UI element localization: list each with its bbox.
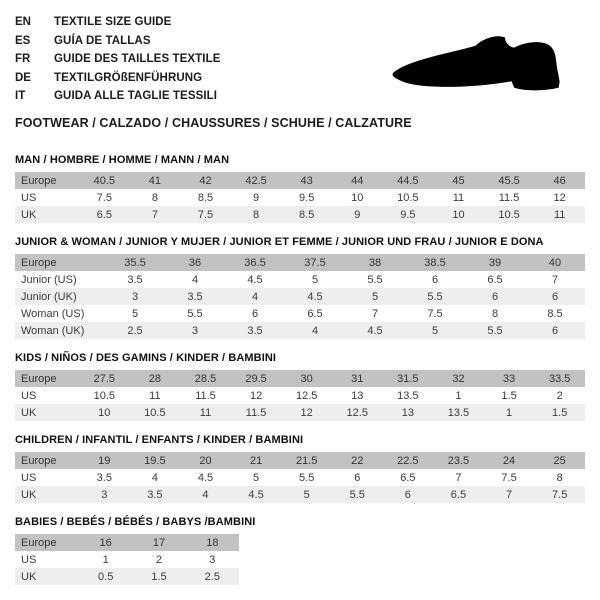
size-value: 5 [303, 488, 310, 501]
size-value: 1.5 [552, 406, 568, 419]
table-row [15, 404, 585, 421]
table-row [15, 271, 585, 288]
size-value: 21.5 [295, 454, 318, 467]
size-value: 7 [151, 208, 158, 221]
size-value: 9.5 [400, 208, 416, 221]
table-row [15, 206, 585, 223]
size-value: 10.5 [144, 406, 166, 419]
size-value: 38 [368, 256, 382, 269]
table-row [15, 568, 239, 585]
language-title: TEXTILGRÖßENFÜHRUNG [54, 71, 203, 84]
table-row [15, 469, 585, 486]
size-value: 20 [199, 454, 212, 467]
size-value: 6 [551, 290, 559, 303]
row-label: Europe [21, 174, 57, 187]
size-value: 8 [151, 191, 158, 204]
size-value: 7 [371, 307, 379, 320]
size-value: 6.5 [400, 471, 416, 484]
language-title: TEXTILE SIZE GUIDE [54, 16, 172, 28]
size-value: 6 [404, 488, 411, 501]
size-value: 42 [199, 174, 212, 187]
size-value: 4 [251, 290, 259, 303]
size-value: 8 [491, 307, 499, 320]
size-value: 10 [98, 406, 111, 419]
size-value: 1 [102, 553, 109, 566]
size-value: 8 [556, 471, 563, 484]
size-value: 22.5 [397, 454, 419, 467]
size-value: 36.5 [244, 256, 266, 269]
size-table [15, 254, 585, 339]
size-value: 33.5 [548, 372, 571, 385]
row-label: UK [21, 488, 37, 501]
table-row [15, 370, 585, 387]
size-value: 7.5 [96, 191, 112, 204]
size-value: 6.5 [487, 273, 503, 286]
size-value: 23.5 [447, 454, 470, 467]
size-value: 5 [253, 471, 260, 484]
table-row [15, 534, 239, 551]
size-value: 7 [455, 471, 462, 484]
size-value: 3 [131, 290, 139, 303]
size-value: 4 [151, 471, 158, 484]
size-value: 13.5 [447, 406, 470, 419]
size-value: 27.5 [93, 372, 115, 385]
shoe-silhouette-path [393, 36, 560, 90]
size-value: 28 [148, 372, 162, 385]
size-value: 5.5 [427, 290, 443, 303]
size-value: 19 [98, 454, 111, 467]
row-label: Woman (US) [21, 307, 85, 320]
language-code: EN [15, 16, 31, 28]
row-label: Europe [21, 536, 57, 549]
size-table [15, 452, 585, 503]
size-value: 10.5 [397, 191, 419, 204]
size-value: 5.5 [187, 307, 203, 320]
size-value: 0.5 [98, 570, 114, 583]
size-value: 40.5 [93, 174, 115, 187]
size-value: 5.5 [487, 324, 503, 337]
size-value: 10 [351, 191, 364, 204]
table-title: JUNIOR & WOMAN / JUNIOR Y MUJER / JUNIOR ET FEMME / JUNIOR UND FRAU / JUNIOR E DONA [15, 236, 544, 248]
size-section [15, 154, 585, 223]
size-value: 11.5 [195, 389, 216, 402]
row-label: UK [21, 208, 37, 221]
size-value: 7.5 [427, 307, 443, 320]
size-value: 4 [191, 273, 199, 286]
size-value: 41 [148, 174, 162, 187]
size-value: 4.5 [248, 488, 264, 501]
size-value: 36 [188, 256, 202, 269]
size-value: 1.5 [151, 570, 167, 583]
size-value: 25 [553, 454, 566, 467]
size-value: 12.5 [346, 406, 368, 419]
size-value: 7 [551, 273, 559, 286]
table-title: CHILDREN / INFANTIL / ENFANTS / KINDER / BAMBINI [15, 434, 304, 446]
size-value: 12 [300, 406, 313, 419]
size-value: 5 [371, 290, 379, 303]
size-section [15, 352, 585, 421]
size-value: 13 [351, 389, 364, 402]
size-value: 8 [253, 208, 260, 221]
size-value: 10.5 [93, 389, 115, 402]
size-table [15, 370, 585, 421]
size-value: 3.5 [247, 324, 263, 337]
size-value: 1 [455, 389, 462, 402]
language-title: GUIDE DES TAILLES TEXTILE [54, 53, 221, 66]
size-value: 11.5 [498, 191, 520, 204]
size-value: 8.5 [197, 191, 214, 204]
size-value: 44.5 [397, 174, 419, 187]
size-value: 1.5 [501, 389, 517, 402]
size-value: 44 [351, 174, 364, 187]
size-value: 9.5 [299, 191, 315, 204]
table-row [15, 387, 585, 404]
size-value: 13.5 [397, 389, 419, 402]
size-value: 29.5 [245, 372, 267, 385]
size-table [15, 172, 585, 223]
size-value: 3.5 [147, 488, 163, 501]
table-row [15, 189, 585, 206]
size-value: 4 [202, 488, 209, 501]
row-label: US [21, 389, 37, 402]
row-label: Junior (UK) [21, 290, 77, 303]
size-value: 6 [431, 273, 439, 286]
size-value: 6 [491, 290, 499, 303]
size-value: 3.5 [127, 273, 143, 286]
row-label: Woman (UK) [21, 324, 85, 337]
row-label: UK [21, 406, 37, 419]
table-title: BABIES / BEBÉS / BÉBÉS / BABYS /BAMBINI [15, 516, 256, 528]
size-value: 24 [502, 454, 516, 467]
size-value: 13 [401, 406, 414, 419]
row-label: Europe [21, 372, 57, 385]
size-value: 4.5 [197, 471, 214, 484]
language-title: GUIDA ALLE TAGLIE TESSILI [54, 90, 218, 103]
size-value: 6 [354, 471, 361, 484]
size-tables-container [0, 152, 600, 585]
size-value: 8.5 [299, 208, 315, 221]
size-value: 21 [249, 454, 263, 467]
size-value: 31.5 [397, 372, 419, 385]
size-value: 31 [351, 372, 364, 385]
size-value: 22 [351, 454, 364, 467]
size-value: 12.5 [295, 389, 318, 402]
language-code: FR [15, 53, 31, 66]
size-value: 46 [553, 174, 566, 187]
category-line: FOOTWEAR / CALZADO / CHAUSSURES / SCHUHE / CALZATURE [15, 115, 412, 130]
size-value: 8.5 [547, 307, 563, 320]
page-header [0, 0, 600, 152]
size-value: 7.5 [197, 208, 214, 221]
size-value: 35.5 [124, 256, 146, 269]
size-value: 2 [556, 389, 563, 402]
size-value: 3 [191, 324, 199, 337]
table-row [15, 288, 585, 305]
size-value: 3 [101, 488, 108, 501]
size-value: 12 [553, 191, 566, 204]
size-value: 11 [149, 389, 161, 402]
size-value: 39 [488, 256, 502, 269]
row-label: US [21, 553, 37, 566]
size-value: 32 [452, 372, 465, 385]
table-row [15, 322, 585, 339]
size-value: 7 [505, 488, 513, 501]
size-value: 11 [199, 406, 212, 419]
table-title: MAN / HOMBRE / HOMME / MANN / MAN [15, 154, 230, 166]
size-value: 2.5 [204, 570, 220, 583]
table-row [15, 551, 239, 568]
row-label: UK [21, 570, 37, 583]
size-value: 33 [502, 372, 516, 385]
size-section [15, 236, 585, 339]
dress-shoe-icon [386, 12, 586, 116]
language-title: GUÍA DE TALLAS [54, 34, 151, 47]
table-row [15, 486, 585, 503]
size-value: 11 [452, 191, 465, 204]
size-value: 45 [452, 174, 465, 187]
size-table [15, 534, 239, 585]
size-value: 4.5 [247, 273, 263, 286]
size-value: 6 [551, 324, 559, 337]
table-row [15, 254, 585, 271]
size-value: 3.5 [187, 290, 203, 303]
size-value: 10 [452, 208, 465, 221]
size-value: 2.5 [127, 324, 143, 337]
size-value: 11.5 [245, 406, 267, 419]
size-value: 40 [548, 256, 562, 269]
size-value: 9 [354, 208, 361, 221]
size-value: 5 [131, 307, 139, 320]
table-title: KIDS / NIÑOS / DES GAMINS / KINDER / BAMBINI [15, 352, 277, 364]
size-value: 4.5 [307, 290, 323, 303]
language-code: DE [15, 71, 31, 84]
size-value: 16 [99, 536, 112, 549]
size-value: 5 [311, 273, 319, 286]
size-value: 28.5 [194, 372, 217, 385]
size-value: 6.5 [96, 208, 112, 221]
row-label: US [21, 471, 37, 484]
size-value: 38.5 [424, 256, 446, 269]
row-label: US [21, 191, 37, 204]
row-label: Europe [21, 256, 57, 269]
size-value: 2 [155, 553, 163, 566]
size-value: 1 [505, 406, 513, 419]
size-value: 30 [300, 372, 313, 385]
size-value: 5 [431, 324, 439, 337]
size-value: 45.5 [498, 174, 520, 187]
size-value: 6.5 [307, 307, 323, 320]
size-value: 4 [311, 324, 319, 337]
language-code: ES [15, 34, 31, 47]
size-value: 5.5 [299, 471, 315, 484]
size-value: 12 [249, 389, 263, 402]
row-label: Junior (US) [21, 273, 77, 286]
size-value: 5.5 [367, 273, 383, 286]
size-value: 3.5 [96, 471, 112, 484]
size-value: 19.5 [144, 454, 166, 467]
size-value: 7.5 [552, 488, 568, 501]
size-value: 11 [553, 208, 566, 221]
size-value: 6.5 [450, 488, 467, 501]
language-code: IT [15, 90, 26, 103]
size-value: 10.5 [498, 208, 520, 221]
table-row [15, 305, 585, 322]
size-value: 37.5 [304, 256, 326, 269]
size-value: 3 [209, 553, 216, 566]
size-value: 6 [251, 307, 259, 320]
size-value: 9 [253, 191, 260, 204]
size-value: 43 [300, 174, 313, 187]
size-value: 4.5 [367, 324, 383, 337]
size-section [15, 516, 585, 585]
row-label: Europe [21, 454, 57, 467]
table-row [15, 452, 585, 469]
size-value: 7.5 [501, 471, 517, 484]
table-row [15, 172, 585, 189]
size-value: 5.5 [349, 488, 365, 501]
size-value: 17 [152, 536, 166, 549]
size-value: 18 [206, 536, 219, 549]
size-value: 42.5 [245, 174, 267, 187]
size-section [15, 434, 585, 503]
